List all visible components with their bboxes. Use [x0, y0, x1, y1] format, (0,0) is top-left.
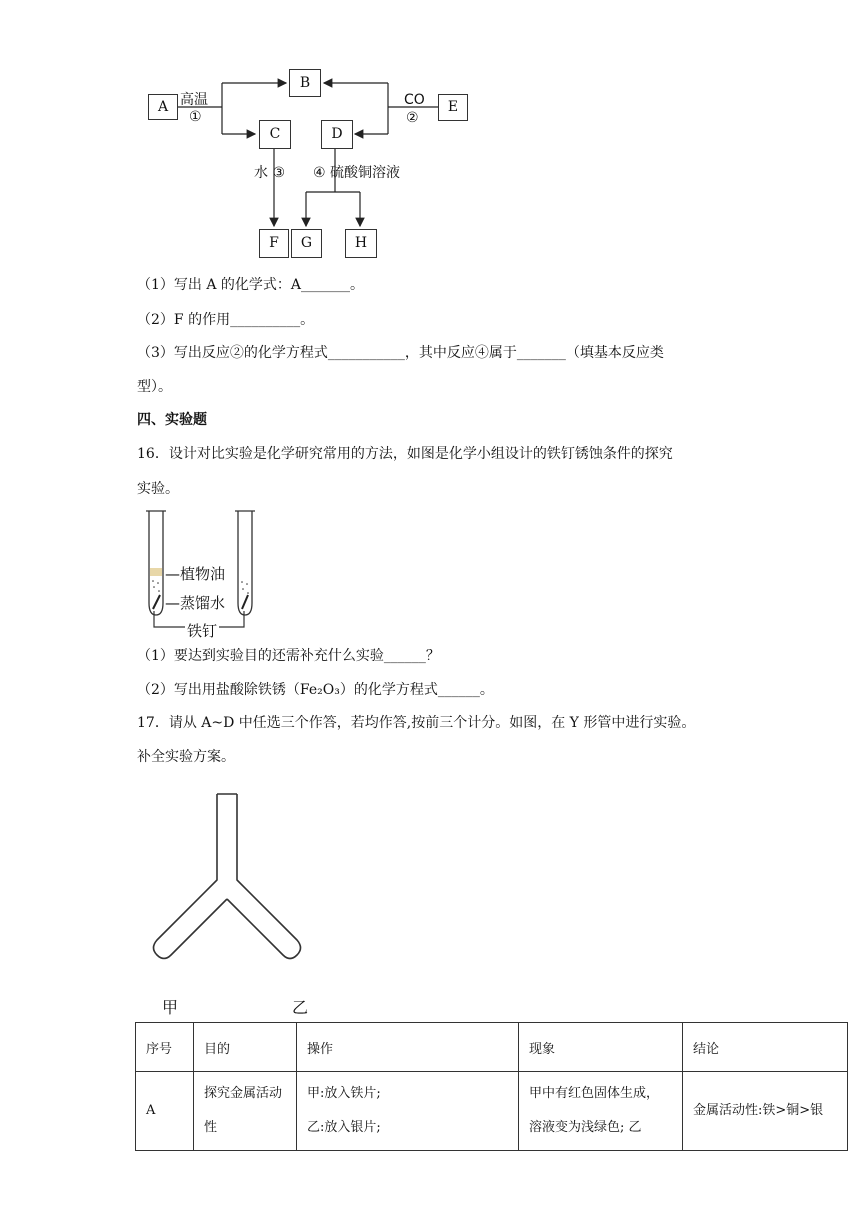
flowchart-arrows [0, 0, 860, 270]
table-header-cell: 序号 [136, 1023, 194, 1072]
box-h: H [345, 229, 377, 258]
box-c: C [259, 120, 291, 149]
box-d: D [321, 120, 353, 149]
label-step2: ② [406, 110, 419, 126]
experiment-table [135, 1022, 848, 1151]
table-cell-id: A [136, 1072, 194, 1151]
label-iron-nail: 铁钉 [187, 622, 218, 640]
q17-stem-line1: 17．请从 A~D 中任选三个作答，若均作答,按前三个计分。如图，在 Y 形管中进行实验。 [137, 715, 696, 731]
label-step1: ① [189, 109, 202, 125]
label-water-step3: 水 ③ [254, 165, 286, 181]
label-vegetable-oil: —植物油 [165, 565, 226, 583]
box-e: E [438, 94, 468, 121]
q16-stem-line2: 实验。 [137, 481, 179, 497]
phenomenon-line1: 甲中有红色固体生成， [529, 1086, 660, 1101]
q15-part2: （2）F 的作用__________。 [137, 312, 315, 328]
q16-stem-line1: 16．设计对比实验是化学研究常用的方法，如图是化学小组设计的铁钉锈蚀条件的探究 [137, 446, 673, 462]
table-header-row [136, 1023, 848, 1072]
q15-part1: （1）写出 A 的化学式：A_______。 [137, 277, 365, 293]
table-cell-purpose: 探究金属活动性 [194, 1072, 297, 1151]
q15-part3-continued: 型）。 [137, 379, 172, 395]
y-shaped-tube [140, 788, 315, 973]
table-header-cell: 目的 [194, 1023, 297, 1072]
operation-line1: 甲:放入铁片; [307, 1086, 381, 1101]
table-cell-conclusion: 金属活动性:铁>铜>银 [683, 1072, 848, 1151]
label-co: CO [404, 92, 425, 108]
table-cell-phenomenon [519, 1072, 683, 1151]
table-row [136, 1072, 848, 1151]
box-a: A [148, 94, 178, 120]
box-f: F [259, 229, 289, 258]
q16-part1: （1）要达到实验目的还需补充什么实验______？ [137, 648, 440, 664]
box-b: B [289, 69, 321, 97]
q16-part2: （2）写出用盐酸除铁锈（Fe₂O₃）的化学方程式______。 [137, 682, 494, 698]
table-header-cell: 结论 [683, 1023, 848, 1072]
table-header-cell: 现象 [519, 1023, 683, 1072]
y-tube-label-left: 甲 [162, 998, 179, 1017]
q17-stem-line2: 补全实验方案。 [137, 749, 235, 765]
label-distilled-water: —蒸馏水 [165, 594, 226, 612]
box-g: G [291, 229, 322, 258]
q15-part3: （3）写出反应②的化学方程式___________，其中反应④属于_______（填基本反应类 [137, 345, 664, 361]
section-title: 四、实验题 [137, 412, 207, 428]
table-header-cell: 操作 [297, 1023, 519, 1072]
y-tube-label-right: 乙 [292, 998, 309, 1017]
phenomenon-line2: 溶液变为浅绿色; 乙 [529, 1120, 642, 1135]
table-cell-operation [297, 1072, 519, 1151]
label-step4-copper-sulfate: ④ 硫酸铜溶液 [313, 165, 401, 181]
operation-line2: 乙:放入银片; [307, 1120, 381, 1135]
label-high-temp: 高温 [180, 92, 208, 108]
